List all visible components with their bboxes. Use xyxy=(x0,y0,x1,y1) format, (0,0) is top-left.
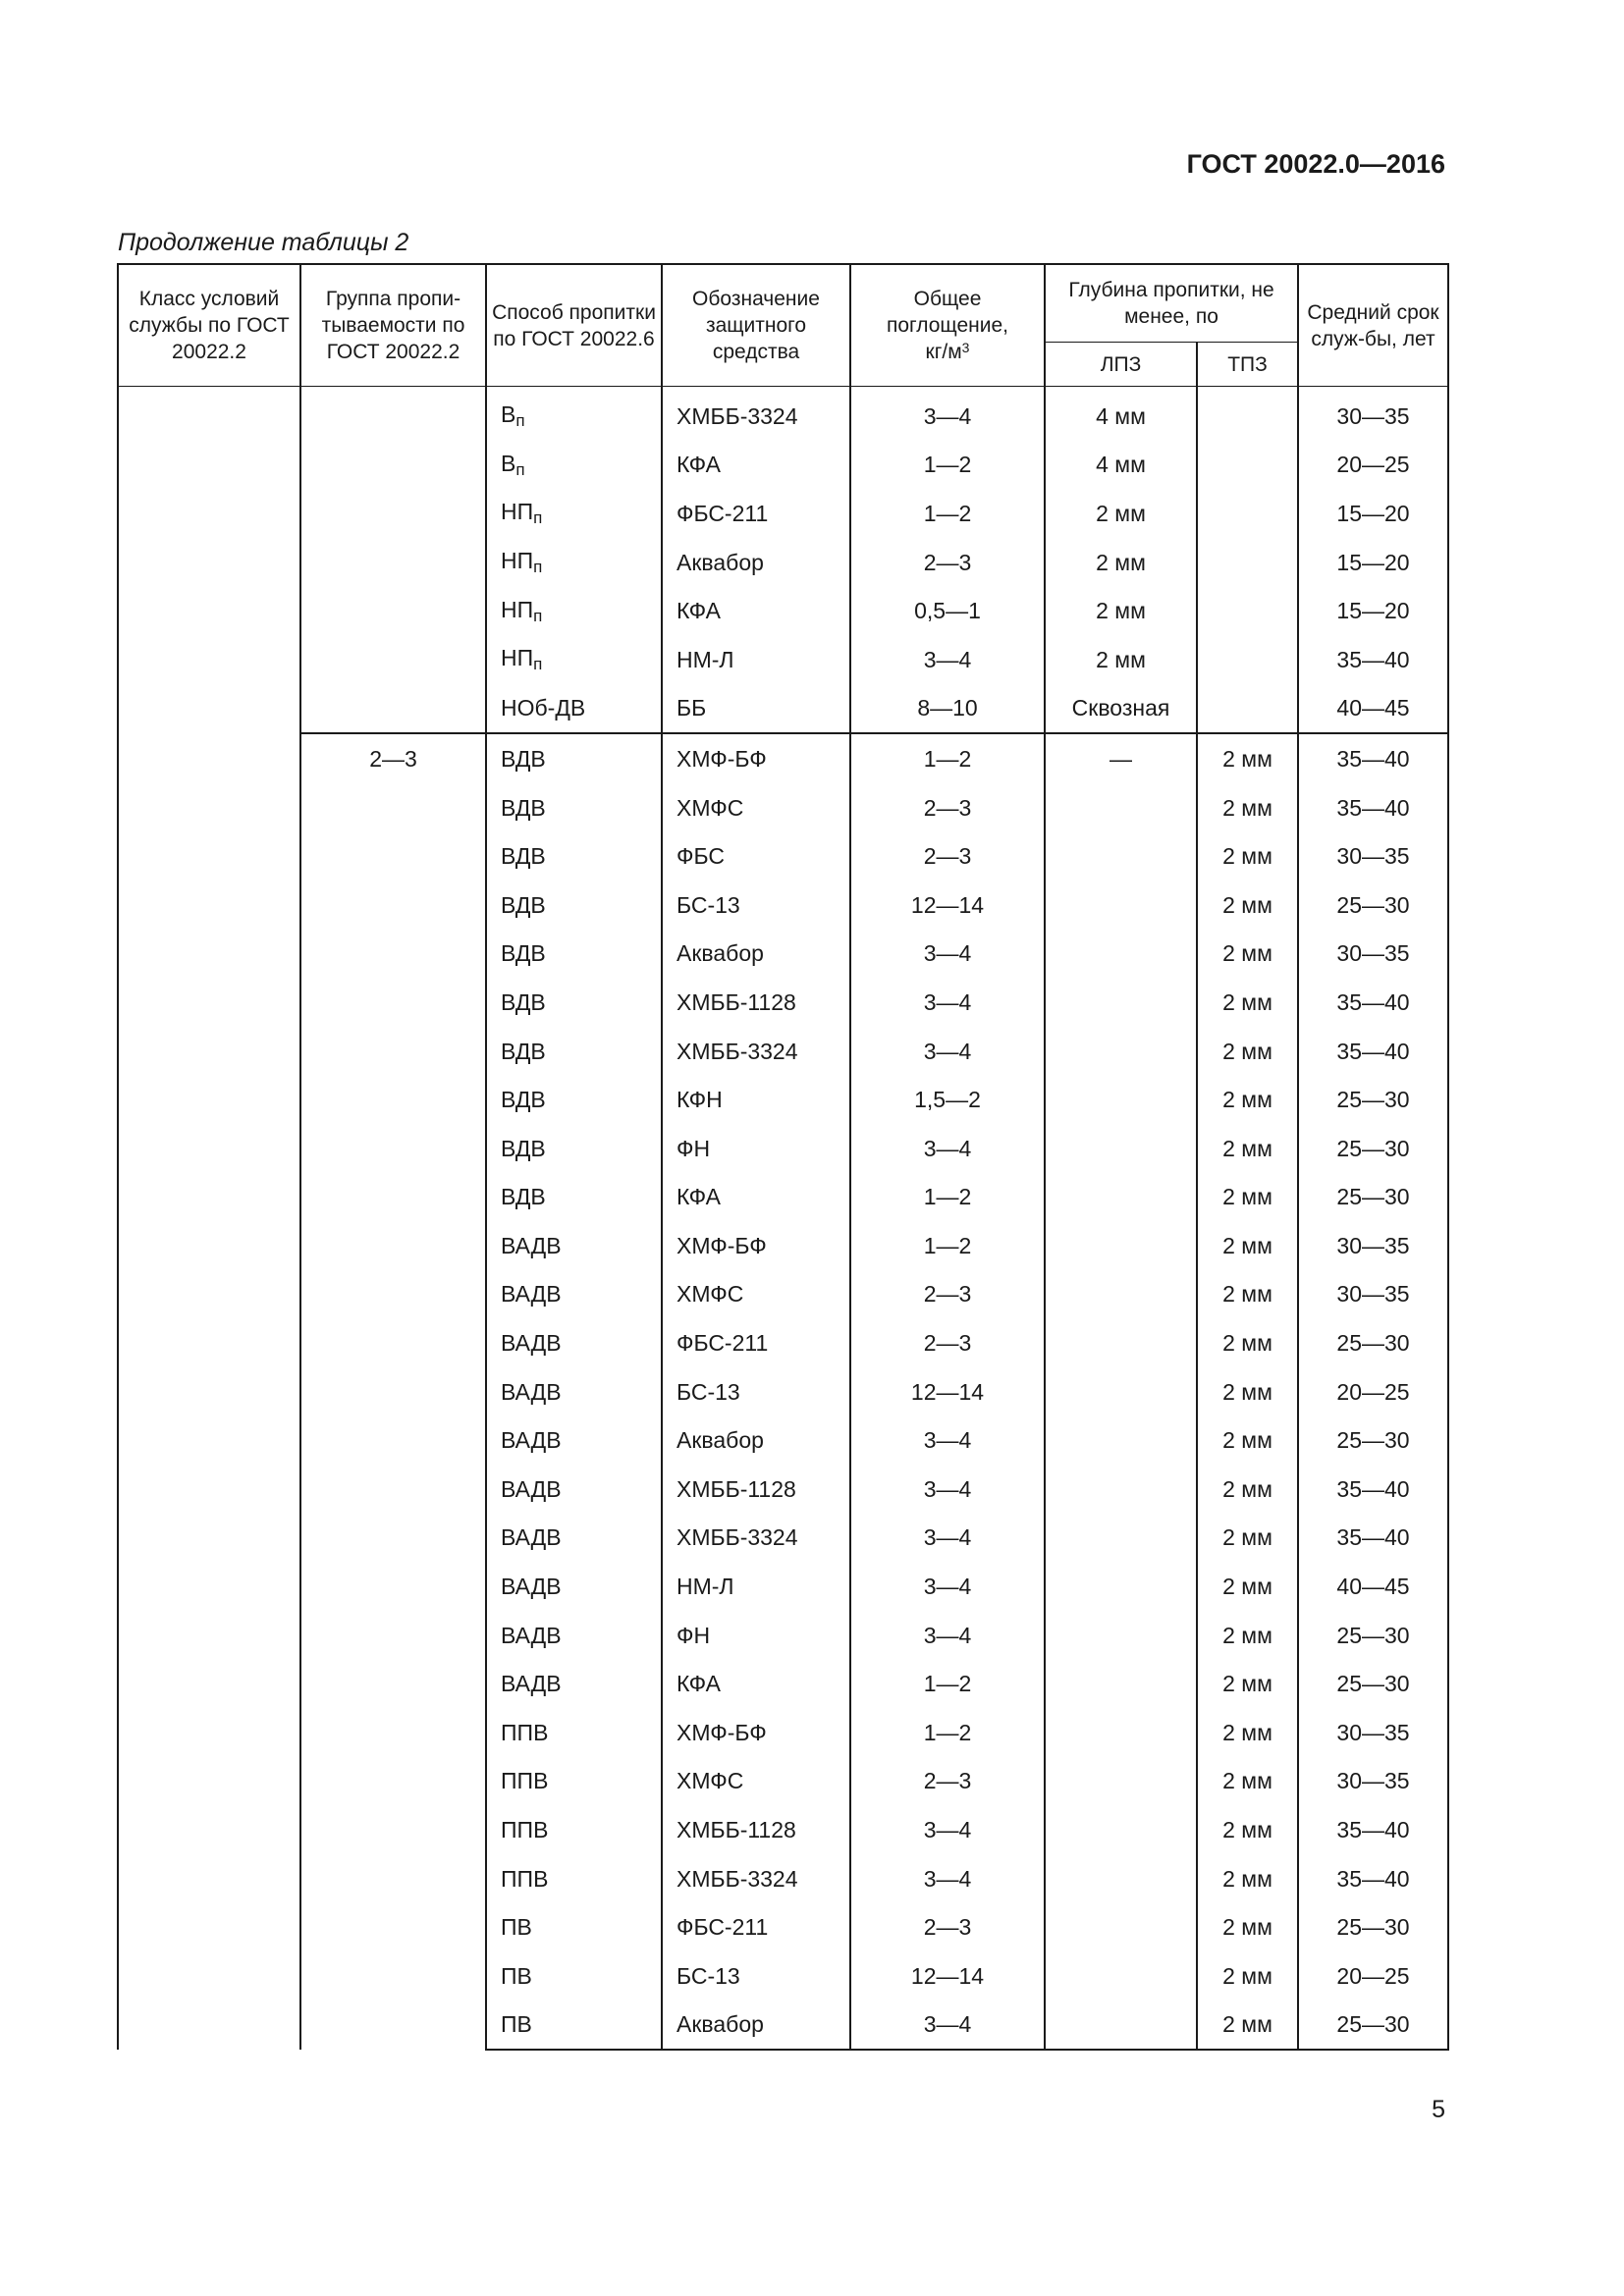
cell-depth-tpz: 2 мм xyxy=(1197,1075,1298,1124)
cell-agent: ФН xyxy=(662,1611,850,1660)
cell-method xyxy=(486,489,662,538)
cell-method xyxy=(486,392,662,441)
header-absorption-unit: $кг/м^3$ xyxy=(925,340,970,363)
cell-agent: ФБС-211 xyxy=(662,1318,850,1367)
cell-depth-lpz xyxy=(1045,1221,1197,1270)
cell-depth-lpz xyxy=(1045,783,1197,832)
method-value: ВДВ xyxy=(501,1087,546,1113)
cell-lifetime: 30—35 xyxy=(1298,1708,1448,1757)
method-subscript: п xyxy=(515,459,525,479)
cell-depth-tpz: 2 мм xyxy=(1197,1465,1298,1514)
cell-agent: ФН xyxy=(662,1124,850,1173)
cell-agent: ХМФ-БФ xyxy=(662,733,850,783)
cell-depth-tpz: 2 мм xyxy=(1197,1708,1298,1757)
cell-depth-tpz: 2 мм xyxy=(1197,733,1298,783)
cell-depth-lpz: 4 мм xyxy=(1045,392,1197,441)
cell-absorption: 8—10 xyxy=(850,684,1045,734)
method-value: НОб-ДВ xyxy=(501,695,586,721)
cell-agent: Аквабор xyxy=(662,1415,850,1465)
cell-depth-tpz xyxy=(1197,538,1298,587)
cell-method xyxy=(486,684,662,734)
cell-depth-lpz xyxy=(1045,1465,1197,1514)
cell-absorption: 3—4 xyxy=(850,392,1045,441)
table-row xyxy=(118,392,1448,441)
cell-depth-lpz xyxy=(1045,831,1197,881)
cell-absorption: 1—2 xyxy=(850,1659,1045,1708)
cell-depth-lpz xyxy=(1045,1951,1197,2001)
cell-method xyxy=(486,1708,662,1757)
cell-absorption: 3—4 xyxy=(850,930,1045,979)
method-value: В xyxy=(501,450,516,476)
method-subscript: п xyxy=(533,655,543,674)
header-depth-lpz: ЛПЗ xyxy=(1045,343,1197,387)
cell-depth-lpz xyxy=(1045,1415,1197,1465)
method-value: ВАДВ xyxy=(501,1524,562,1551)
cell-depth-lpz xyxy=(1045,1318,1197,1367)
cell-absorption: 3—4 xyxy=(850,1124,1045,1173)
cell-depth-lpz xyxy=(1045,978,1197,1027)
header-lifetime: Средний срок служ-бы, лет xyxy=(1298,264,1448,387)
group-value xyxy=(301,392,485,403)
cell-method xyxy=(486,1075,662,1124)
cell-method xyxy=(486,1027,662,1076)
cell-depth-tpz: 2 мм xyxy=(1197,930,1298,979)
method-value: ПВ xyxy=(501,2011,532,2038)
method-value: ВДВ xyxy=(501,745,546,772)
cell-method xyxy=(486,1514,662,1563)
cell-depth-lpz xyxy=(1045,1075,1197,1124)
method-value: НП xyxy=(501,596,534,622)
header-impregnability-group: Группа пропи-тываемости по ГОСТ 20022.2 xyxy=(300,264,486,387)
cell-absorption: 3—4 xyxy=(850,1854,1045,1903)
cell-lifetime: 30—35 xyxy=(1298,1270,1448,1319)
table-body xyxy=(118,392,1448,2050)
cell-depth-lpz xyxy=(1045,1805,1197,1854)
cell-absorption: 2—3 xyxy=(850,1757,1045,1806)
cell-depth-tpz: 2 мм xyxy=(1197,1270,1298,1319)
cell-agent: ХМББ-3324 xyxy=(662,392,850,441)
cell-method xyxy=(486,1562,662,1611)
method-value: ВДВ xyxy=(501,1184,546,1210)
cell-depth-tpz: 2 мм xyxy=(1197,783,1298,832)
cell-depth-lpz: 2 мм xyxy=(1045,538,1197,587)
cell-depth-tpz: 2 мм xyxy=(1197,1757,1298,1806)
cell-lifetime: 15—20 xyxy=(1298,538,1448,587)
cell-lifetime: 25—30 xyxy=(1298,1173,1448,1222)
cell-method xyxy=(486,783,662,832)
header-absorption-label: Общее поглощение, xyxy=(887,288,1008,337)
method-value: ППВ xyxy=(501,1768,549,1794)
cell-agent: ХМББ-1128 xyxy=(662,978,850,1027)
cell-agent: БС-13 xyxy=(662,881,850,930)
cell-agent: НМ-Л xyxy=(662,635,850,684)
cell-depth-tpz xyxy=(1197,392,1298,441)
cell-depth-lpz xyxy=(1045,1367,1197,1416)
method-value: ВАДВ xyxy=(501,1475,562,1502)
standard-designation: ГОСТ 20022.0—2016 xyxy=(1186,149,1445,179)
cell-absorption: 1—2 xyxy=(850,1708,1045,1757)
cell-agent: Аквабор xyxy=(662,538,850,587)
cell-agent: БС-13 xyxy=(662,1951,850,2001)
method-value: ВАДВ xyxy=(501,1232,562,1258)
cell-method xyxy=(486,2001,662,2051)
cell-lifetime: 15—20 xyxy=(1298,489,1448,538)
cell-absorption: 3—4 xyxy=(850,1465,1045,1514)
cell-lifetime: 25—30 xyxy=(1298,881,1448,930)
cell-agent: ХМББ-3324 xyxy=(662,1514,850,1563)
cell-lifetime: 35—40 xyxy=(1298,783,1448,832)
cell-depth-lpz: 2 мм xyxy=(1045,489,1197,538)
cell-agent: Аквабор xyxy=(662,2001,850,2051)
cell-agent: ФБС-211 xyxy=(662,489,850,538)
cell-depth-tpz: 2 мм xyxy=(1197,1514,1298,1563)
cell-absorption: 1—2 xyxy=(850,1173,1045,1222)
cell-depth-lpz xyxy=(1045,1562,1197,1611)
method-value: ВАДВ xyxy=(501,1281,562,1308)
cell-lifetime: 35—40 xyxy=(1298,1805,1448,1854)
cell-method xyxy=(486,930,662,979)
cell-depth-tpz: 2 мм xyxy=(1197,1027,1298,1076)
cell-method xyxy=(486,1902,662,1951)
cell-lifetime: 35—40 xyxy=(1298,978,1448,1027)
method-subscript: п xyxy=(533,508,543,528)
cell-method xyxy=(486,1318,662,1367)
method-subscript: п xyxy=(533,558,543,577)
cell-depth-tpz: 2 мм xyxy=(1197,2001,1298,2051)
method-subscript: п xyxy=(515,411,525,431)
cell-depth-lpz xyxy=(1045,930,1197,979)
cell-depth-tpz: 2 мм xyxy=(1197,1951,1298,2001)
cell-lifetime: 25—30 xyxy=(1298,1659,1448,1708)
impregnation-table xyxy=(117,263,1449,2051)
cell-depth-lpz xyxy=(1045,1027,1197,1076)
method-subscript: п xyxy=(533,606,543,625)
cell-absorption: 3—4 xyxy=(850,1415,1045,1465)
cell-depth-lpz xyxy=(1045,1659,1197,1708)
cell-depth-tpz: 2 мм xyxy=(1197,1902,1298,1951)
cell-lifetime: 25—30 xyxy=(1298,1124,1448,1173)
cell-absorption: 1—2 xyxy=(850,441,1045,490)
cell-depth-lpz xyxy=(1045,881,1197,930)
cell-depth-lpz xyxy=(1045,1611,1197,1660)
cell-agent: ХМББ-1128 xyxy=(662,1465,850,1514)
cell-absorption: 1—2 xyxy=(850,733,1045,783)
cell-method xyxy=(486,1221,662,1270)
method-value: НП xyxy=(501,548,534,574)
method-value: ВАДВ xyxy=(501,1427,562,1454)
cell-agent: КФА xyxy=(662,441,850,490)
cell-depth-tpz: 2 мм xyxy=(1197,1659,1298,1708)
cell-agent: ХМББ-3324 xyxy=(662,1027,850,1076)
cell-depth-tpz: 2 мм xyxy=(1197,1611,1298,1660)
cell-absorption: 3—4 xyxy=(850,1027,1045,1076)
cell-method xyxy=(486,538,662,587)
cell-agent: НМ-Л xyxy=(662,1562,850,1611)
cell-lifetime: 30—35 xyxy=(1298,831,1448,881)
method-value: В xyxy=(501,401,516,428)
cell-absorption: 12—14 xyxy=(850,1951,1045,2001)
cell-absorption: 12—14 xyxy=(850,881,1045,930)
cell-lifetime: 20—25 xyxy=(1298,1951,1448,2001)
cell-depth-tpz: 2 мм xyxy=(1197,1318,1298,1367)
cell-method xyxy=(486,1805,662,1854)
method-value: ВАДВ xyxy=(501,1330,562,1357)
cell-depth-lpz xyxy=(1045,1173,1197,1222)
cell-depth-tpz: 2 мм xyxy=(1197,1415,1298,1465)
cell-agent: ХМФ-БФ xyxy=(662,1221,850,1270)
method-value: ППВ xyxy=(501,1865,549,1892)
cell-absorption: 3—4 xyxy=(850,1562,1045,1611)
cell-absorption: 3—4 xyxy=(850,635,1045,684)
cell-depth-lpz xyxy=(1045,1757,1197,1806)
cell-lifetime: 20—25 xyxy=(1298,441,1448,490)
method-value: ВДВ xyxy=(501,843,546,870)
cell-method xyxy=(486,978,662,1027)
cell-absorption: 3—4 xyxy=(850,2001,1045,2051)
cell-depth-lpz: Сквозная xyxy=(1045,684,1197,734)
cell-agent: ББ xyxy=(662,684,850,734)
cell-lifetime: 25—30 xyxy=(1298,1075,1448,1124)
cell-absorption: 3—4 xyxy=(850,1805,1045,1854)
cell-absorption: 2—3 xyxy=(850,538,1045,587)
method-value: ВАДВ xyxy=(501,1378,562,1405)
method-value: ВДВ xyxy=(501,1135,546,1161)
header-absorption xyxy=(850,264,1045,387)
cell-absorption: 2—3 xyxy=(850,1902,1045,1951)
cell-absorption: 12—14 xyxy=(850,1367,1045,1416)
cell-depth-lpz: — xyxy=(1045,733,1197,783)
cell-method xyxy=(486,1465,662,1514)
cell-lifetime: 30—35 xyxy=(1298,1221,1448,1270)
method-value: ПВ xyxy=(501,1914,532,1941)
cell-absorption: 3—4 xyxy=(850,1611,1045,1660)
cell-depth-tpz: 2 мм xyxy=(1197,831,1298,881)
method-value: ППВ xyxy=(501,1719,549,1745)
method-value: ВДВ xyxy=(501,1038,546,1064)
cell-agent: КФН xyxy=(662,1075,850,1124)
cell-lifetime: 25—30 xyxy=(1298,1318,1448,1367)
cell-lifetime: 40—45 xyxy=(1298,684,1448,734)
method-value: ВАДВ xyxy=(501,1622,562,1648)
cell-depth-tpz xyxy=(1197,684,1298,734)
cell-lifetime: 35—40 xyxy=(1298,635,1448,684)
cell-depth-tpz: 2 мм xyxy=(1197,1367,1298,1416)
cell-absorption: 2—3 xyxy=(850,831,1045,881)
cell-depth-lpz xyxy=(1045,1270,1197,1319)
table-row xyxy=(118,733,1448,783)
cell-agent: КФА xyxy=(662,1173,850,1222)
cell-depth-lpz xyxy=(1045,2001,1197,2051)
method-value: ВАДВ xyxy=(501,1574,562,1600)
method-value: НП xyxy=(501,499,534,525)
cell-lifetime: 15—20 xyxy=(1298,586,1448,635)
cell-depth-tpz: 2 мм xyxy=(1197,881,1298,930)
cell-depth-tpz xyxy=(1197,441,1298,490)
cell-absorption: 1—2 xyxy=(850,489,1045,538)
cell-method xyxy=(486,1659,662,1708)
cell-depth-tpz: 2 мм xyxy=(1197,1221,1298,1270)
method-value: ВДВ xyxy=(501,891,546,918)
cell-agent: ХМББ-3324 xyxy=(662,1854,850,1903)
cell-agent: ХМФ-БФ xyxy=(662,1708,850,1757)
cell-agent: КФА xyxy=(662,1659,850,1708)
header-depth-tpz: ТПЗ xyxy=(1197,343,1298,387)
cell-method xyxy=(486,1757,662,1806)
cell-method xyxy=(486,586,662,635)
cell-method xyxy=(486,1124,662,1173)
cell-depth-tpz: 2 мм xyxy=(1197,1173,1298,1222)
cell-agent: ХМФС xyxy=(662,1757,850,1806)
table-caption: Продолжение таблицы 2 xyxy=(118,229,409,256)
cell-method xyxy=(486,881,662,930)
cell-method xyxy=(486,1415,662,1465)
cell-lifetime: 35—40 xyxy=(1298,1514,1448,1563)
cell-impregnability-group xyxy=(300,733,486,2050)
cell-depth-lpz: 4 мм xyxy=(1045,441,1197,490)
cell-agent: ХМФС xyxy=(662,1270,850,1319)
method-value: ВДВ xyxy=(501,988,546,1015)
method-value: ПВ xyxy=(501,1962,532,1989)
cell-lifetime: 30—35 xyxy=(1298,392,1448,441)
group-value: 2—3 xyxy=(369,746,417,773)
cell-absorption: 0,5—1 xyxy=(850,586,1045,635)
cell-lifetime: 30—35 xyxy=(1298,930,1448,979)
cell-method xyxy=(486,1367,662,1416)
cell-lifetime: 30—35 xyxy=(1298,1757,1448,1806)
cell-impregnability-group xyxy=(300,392,486,733)
cell-depth-tpz: 2 мм xyxy=(1197,1805,1298,1854)
cell-absorption: 2—3 xyxy=(850,1270,1045,1319)
cell-lifetime: 25—30 xyxy=(1298,1902,1448,1951)
cell-method xyxy=(486,635,662,684)
method-value: ППВ xyxy=(501,1817,549,1843)
cell-depth-tpz: 2 мм xyxy=(1197,978,1298,1027)
cell-method xyxy=(486,1173,662,1222)
cell-service-class xyxy=(118,392,300,2050)
cell-lifetime: 25—30 xyxy=(1298,1415,1448,1465)
cell-agent: ФБС-211 xyxy=(662,1902,850,1951)
cell-absorption: 1,5—2 xyxy=(850,1075,1045,1124)
cell-lifetime: 25—30 xyxy=(1298,1611,1448,1660)
cell-depth-lpz xyxy=(1045,1124,1197,1173)
method-value: НП xyxy=(501,645,534,671)
cell-method xyxy=(486,1951,662,2001)
cell-depth-lpz xyxy=(1045,1854,1197,1903)
cell-method xyxy=(486,733,662,783)
cell-agent: ФБС xyxy=(662,831,850,881)
cell-lifetime: 35—40 xyxy=(1298,1027,1448,1076)
cell-agent: ХМББ-1128 xyxy=(662,1805,850,1854)
cell-depth-tpz: 2 мм xyxy=(1197,1124,1298,1173)
cell-method xyxy=(486,441,662,490)
cell-depth-lpz: 2 мм xyxy=(1045,635,1197,684)
cell-agent: ХМФС xyxy=(662,783,850,832)
cell-lifetime: 35—40 xyxy=(1298,733,1448,783)
method-value: ВДВ xyxy=(501,794,546,821)
cell-agent: БС-13 xyxy=(662,1367,850,1416)
method-value: ВДВ xyxy=(501,940,546,967)
method-value: ВАДВ xyxy=(501,1671,562,1697)
cell-lifetime: 20—25 xyxy=(1298,1367,1448,1416)
cell-lifetime: 40—45 xyxy=(1298,1562,1448,1611)
cell-agent: КФА xyxy=(662,586,850,635)
header-service-class: Класс условий службы по ГОСТ 20022.2 xyxy=(118,264,300,387)
header-agent: Обозначение защитного средства xyxy=(662,264,850,387)
header-depth: Глубина пропитки, не менее, по xyxy=(1045,264,1298,343)
page-number: 5 xyxy=(1432,2096,1445,2123)
cell-depth-tpz xyxy=(1197,586,1298,635)
cell-absorption: 1—2 xyxy=(850,1221,1045,1270)
cell-absorption: 2—3 xyxy=(850,1318,1045,1367)
cell-lifetime: 35—40 xyxy=(1298,1854,1448,1903)
cell-depth-tpz: 2 мм xyxy=(1197,1854,1298,1903)
cell-method xyxy=(486,1270,662,1319)
cell-depth-tpz: 2 мм xyxy=(1197,1562,1298,1611)
cell-absorption: 3—4 xyxy=(850,1514,1045,1563)
header-method: Способ пропитки по ГОСТ 20022.6 xyxy=(486,264,662,387)
cell-method xyxy=(486,831,662,881)
cell-depth-lpz xyxy=(1045,1902,1197,1951)
cell-method xyxy=(486,1611,662,1660)
cell-absorption: 3—4 xyxy=(850,978,1045,1027)
cell-lifetime: 35—40 xyxy=(1298,1465,1448,1514)
cell-lifetime: 25—30 xyxy=(1298,2001,1448,2051)
cell-depth-tpz xyxy=(1197,635,1298,684)
cell-method xyxy=(486,1854,662,1903)
cell-absorption: 2—3 xyxy=(850,783,1045,832)
cell-depth-lpz: 2 мм xyxy=(1045,586,1197,635)
cell-depth-lpz xyxy=(1045,1708,1197,1757)
cell-agent: Аквабор xyxy=(662,930,850,979)
cell-depth-lpz xyxy=(1045,1514,1197,1563)
cell-depth-tpz xyxy=(1197,489,1298,538)
